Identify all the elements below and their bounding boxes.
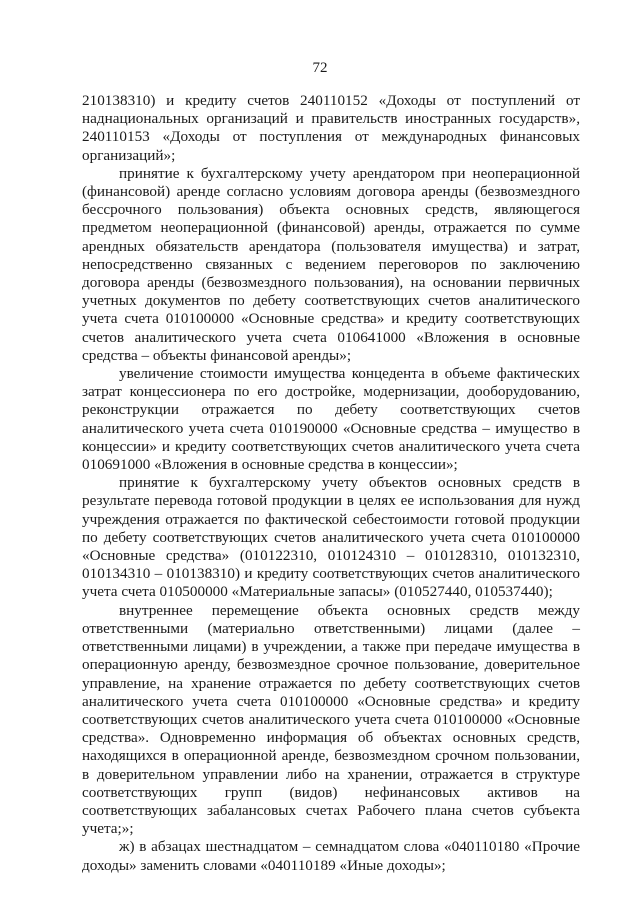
document-body xyxy=(82,92,580,875)
paragraph-continuation: 210138310) и кредиту счетов 240110152 «Доходы от поступлений от наднациональных организаций и правительств иностранных государств», 240110153 «Доходы от поступления от международных финансовых организаций»; xyxy=(82,92,580,164)
paragraph-amendment-zh: ж) в абзацах шестнадцатом – семнадцатом слова «040110180 «Прочие доходы» заменить словами «040110189 «Иные доходы»; xyxy=(82,838,580,874)
page-number: 72 xyxy=(312,60,328,76)
paragraph-internal-transfer: внутреннее перемещение объекта основных средств между ответственными (материально ответственными) лицами (далее – ответственными лицами) в учреждении, а также при передаче имущества в операционную аренду, безвозмездное срочное пользование, доверительное управление, на хранение отражается по дебету соответствующих счетов аналитического учета счета 010100000 «Основные средства» и кредиту соответствующих счетов аналитического учета счета 010100000 «Основные средства». Одновременно информация об объектах основных средств, находящихся в операционной аренде, безвозмездном срочном пользовании, в доверительном управлении либо на хранении, отражается в структуре соответствующих групп (видов) нефинансовых активов на соответствующих забалансовых счетах Рабочего плана счетов субъекта учета;»; xyxy=(82,601,580,838)
paragraph-finished-goods: принятие к бухгалтерскому учету объектов основных средств в результате перевода готовой продукции в целях ее использования для нужд учреждения отражается по фактической себестоимости готовой продукции по дебету соответствующих счетов аналитического учета счета 010100000 «Основные средства» (010122310, 010124310 – 010128310, 010132310, 010134310 – 010138310) и кредиту соответствующих счетов аналитического учета счета 010500000 «Материальные запасы» (010527440, 010537440); xyxy=(82,474,580,601)
paragraph-finance-lease: принятие к бухгалтерскому учету арендатором при неоперационной (финансовой) аренде согласно условиям договора аренды (безвозмездного бессрочного пользования) объекта основных средств, являющегося предметом неоперационной (финансовой) аренды, отражается по сумме арендных обязательств арендатора (пользователя имущества) и затрат, непосредственно связанных с ведением переговоров по заключению договора аренды (безвозмездного пользования), на основании первичных учетных документов по дебету соответствующих счетов аналитического учета счета 010100000 «Основные средства» и кредиту соответствующих счетов аналитического учета счета 010641000 «Вложения в основные средства – объекты финансовой аренды»; xyxy=(82,164,580,364)
paragraph-concession-increase: увеличение стоимости имущества концедента в объеме фактических затрат концессионера по его достройке, модернизации, дооборудованию, реконструкции отражается по дебету соответствующих счетов аналитического учета счета 010190000 «Основные средства – имущество в концессии» и кредиту соответствующих счетов аналитического учета счета 010691000 «Вложения в основные средства в концессии»; xyxy=(82,365,580,474)
